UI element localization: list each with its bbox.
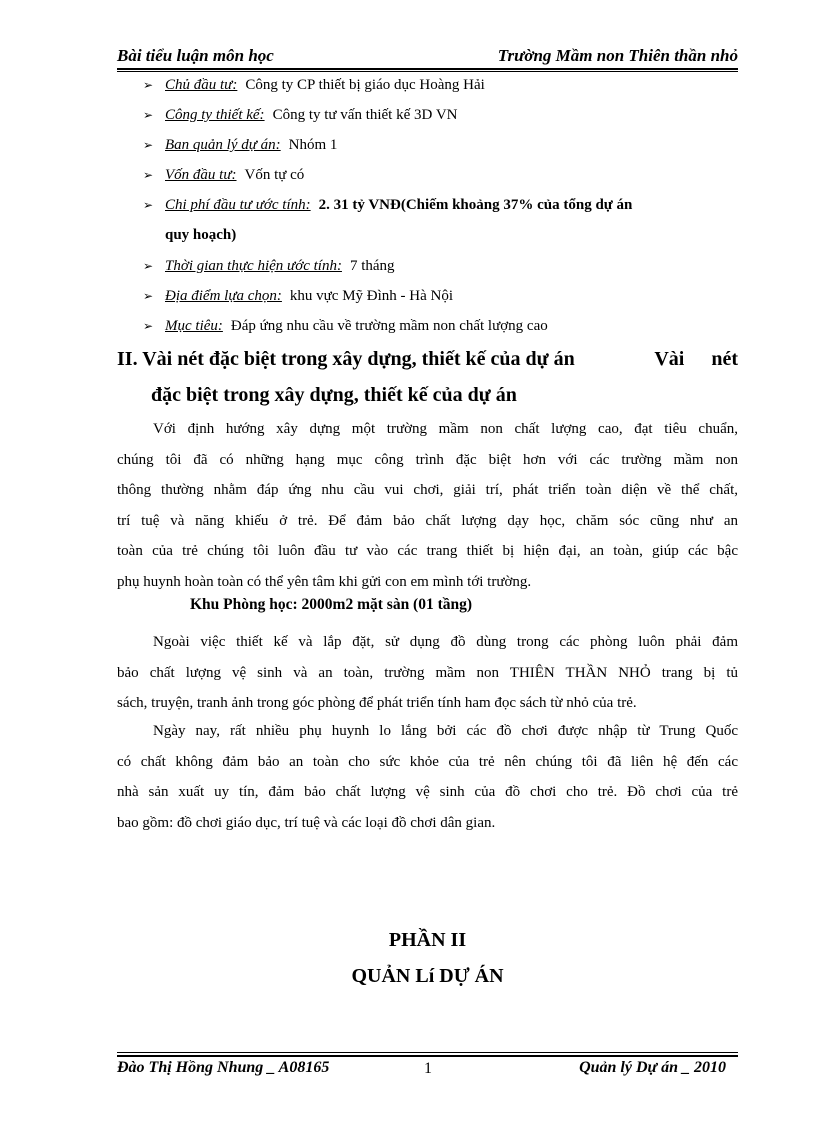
footer-right: Quản lý Dự án _ 2010 <box>579 1059 726 1076</box>
header-right: Trường Mầm non Thiên thần nhỏ <box>497 46 738 65</box>
section-heading <box>117 343 738 411</box>
page-header <box>117 44 738 70</box>
paragraph-line: Ngoài việc thiết kế và lắp đặt, sử dụng đồ dùng trong các phòng luôn phải đảm <box>153 634 738 650</box>
paragraph-line: bảo chất lượng vệ sinh và an toàn, trường mầm non THIÊN THẦN NHỎ trang bị tủ <box>117 664 738 681</box>
paragraph-line: nhà sản xuất uy tín, đảm bảo chất lượng vệ sinh của đồ chơi cho trẻ. Đồ chơi của trẻ <box>117 784 738 800</box>
footer-left: Đào Thị Hồng Nhung _ A08165 <box>117 1059 330 1076</box>
bullet-value: Công ty CP thiết bị giáo dục Hoàng Hải <box>245 77 485 93</box>
header-left: Bài tiểu luận môn học <box>117 46 274 65</box>
footer-rule-thick <box>117 1055 738 1057</box>
list-item <box>143 104 457 126</box>
subheading-label: Khu Phòng học: <box>190 596 298 613</box>
part-subtitle: QUẢN Lí DỰ ÁN <box>351 965 504 987</box>
arrow-bullet-icon: ➢ <box>143 138 154 152</box>
header-rule <box>117 71 738 72</box>
arrow-bullet-icon: ➢ <box>143 289 154 303</box>
arrow-bullet-icon: ➢ <box>143 168 154 182</box>
arrow-bullet-icon: ➢ <box>143 78 154 92</box>
bullet-key: Chủ đầu tư: <box>165 77 238 93</box>
subheading-value: 2000m2 mặt sàn (01 tầng) <box>301 596 473 613</box>
bullet-key: Vốn đầu tư: <box>165 167 237 183</box>
list-item <box>143 285 453 307</box>
section-heading-line2: đặc biệt trong xây dựng, thiết kế của dự án <box>151 384 517 406</box>
paragraph-line: Ngày nay, rất nhiều phụ huynh lo lắng bởi các đồ chơi được nhập từ Trung Quốc <box>153 723 738 739</box>
bullet-key: Thời gian thực hiện ước tính: <box>165 258 342 274</box>
list-item <box>143 164 304 186</box>
classroom-subheading <box>190 596 472 614</box>
footer-rule <box>117 1052 738 1053</box>
bullet-value: 7 tháng <box>349 258 395 274</box>
section-heading-line1: II. Vài nét đặc biệt trong xây dựng, thiết kế của dự án <box>117 348 575 370</box>
arrow-bullet-icon: ➢ <box>143 259 154 273</box>
bullet-key: Chi phí đầu tư ước tính: <box>165 197 311 213</box>
paragraph-line: sách, truyện, tranh ảnh trong góc phòng để phát triển tính ham đọc sách từ nhỏ của trẻ. <box>117 695 637 711</box>
paragraph-classroom <box>117 627 738 719</box>
list-item <box>143 255 395 277</box>
paragraph-line: bao gồm: đồ chơi giáo dục, trí tuệ và các loại đồ chơi dân gian. <box>117 814 496 831</box>
bullet-value: Công ty tư vấn thiết kế 3D VN <box>272 107 458 123</box>
arrow-bullet-icon: ➢ <box>143 198 154 212</box>
list-item <box>143 194 738 246</box>
list-item <box>143 315 548 337</box>
list-item <box>143 134 337 156</box>
page-number: 1 <box>424 1060 432 1077</box>
paragraph-line: thông thường nhằm đáp ứng nhu cầu vui chơi, giải trí, phát triển toàn diện về thể chất, <box>117 482 738 498</box>
bullet-value: 2. 31 tỷ VNĐ(Chiếm khoảng 37% của tổng dự án <box>318 197 633 213</box>
bullet-value: Nhóm 1 <box>288 137 338 153</box>
section-heading-repeat: Vài nét <box>654 348 738 370</box>
paragraph-toys <box>117 716 738 838</box>
paragraph-line: chúng tôi đã có những hạng mục công trình đặc biệt hơn với các trường mầm non <box>117 451 738 468</box>
paragraph-line: toàn của trẻ chúng tôi luôn đầu tư vào các trang thiết bị hiện đại, an toàn, giúp các bậc <box>117 543 738 559</box>
paragraph-line: Với định hướng xây dựng một trường mầm non chất lượng cao, đạt tiêu chuẩn, <box>153 421 738 437</box>
bullet-key: Công ty thiết kế: <box>165 107 265 123</box>
paragraph-line: phụ huynh hoàn toàn có thể yên tâm khi gửi con em mình tới trường. <box>117 573 532 590</box>
bullet-value: khu vực Mỹ Đình - Hà Nội <box>289 288 454 304</box>
arrow-bullet-icon: ➢ <box>143 319 154 333</box>
list-item <box>143 74 485 96</box>
bullet-value-continued: quy hoạch) <box>165 227 237 243</box>
paragraph-intro <box>117 414 738 597</box>
bullet-key: Ban quản lý dự án: <box>165 137 281 153</box>
bullet-key: Mục tiêu: <box>165 318 223 334</box>
paragraph-line: trí tuệ và năng khiếu ở trẻ. Để đảm bảo chất lượng dạy học, chăm sóc cũng như an <box>117 512 738 529</box>
bullet-value: Vốn tự có <box>244 167 305 183</box>
paragraph-line: có chất không đảm bảo an toàn cho sức khỏe của trẻ nên chúng tôi đã liên hệ đến các <box>117 753 738 770</box>
bullet-value: Đáp ứng nhu cầu về trường mầm non chất lượng cao <box>230 318 548 334</box>
part-title: PHẦN II <box>388 929 467 951</box>
arrow-bullet-icon: ➢ <box>143 108 154 122</box>
bullet-key: Địa điểm lựa chọn: <box>165 288 282 304</box>
